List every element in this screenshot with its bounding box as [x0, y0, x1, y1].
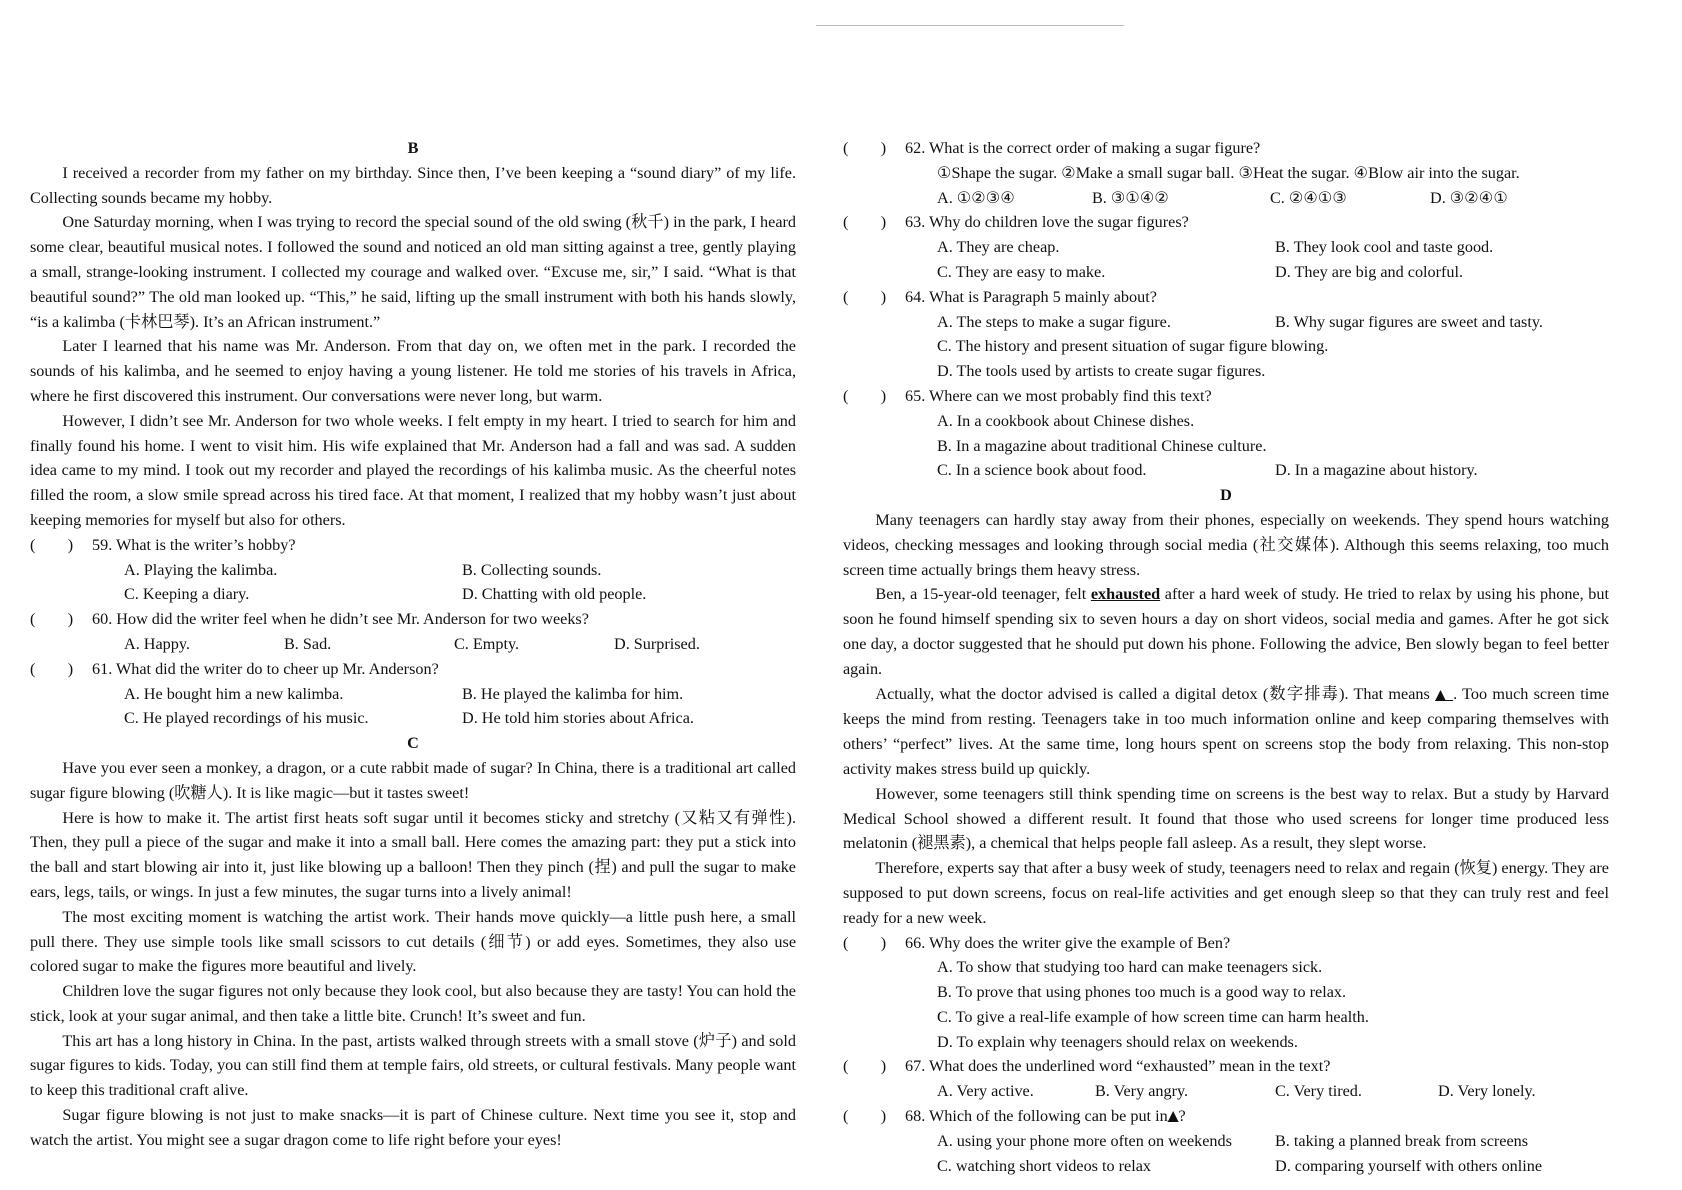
- left-column: [30, 136, 796, 1153]
- section-c-paragraph: Have you ever seen a monkey, a dragon, or a cute rabbit made of sugar? In China, there is a traditional art called sugar figure blowing (吹糖人). It is like magic—but it tastes sweet!: [30, 758, 796, 802]
- option-d[interactable]: D. Very lonely.: [1438, 1082, 1536, 1101]
- question-text: ?: [1178, 1107, 1186, 1126]
- question-59: [30, 533, 796, 607]
- option-a[interactable]: A. In a cookbook about Chinese dishes.: [937, 411, 1195, 430]
- option-d[interactable]: D. ③②④①: [1430, 188, 1508, 207]
- question-text: 64. What is Paragraph 5 mainly about?: [905, 287, 1157, 306]
- section-c-paragraph: The most exciting moment is watching the artist work. Their hands move quickly—a little push here, a small pull there. They use simple tools like small scissors to cut details (细节) or add eyes. Sometimes, they also use colored sugar to make the figures more beautiful and lively.: [30, 907, 796, 976]
- option-d[interactable]: D. They are big and colorful.: [1275, 262, 1464, 281]
- option-b[interactable]: B. Why sugar figures are sweet and tasty.: [1275, 312, 1543, 331]
- option-b[interactable]: B. Sad.: [284, 634, 332, 653]
- text-run: Ben, a 15-year-old teenager, felt: [875, 585, 1091, 604]
- question-62: [843, 136, 1609, 210]
- option-a[interactable]: A. Playing the kalimba.: [124, 560, 278, 579]
- section-c-paragraph: Sugar figure blowing is not just to make snacks—it is part of Chinese culture. Next time you see it, stop and watch the artist. You might see a sugar dragon come to life right before your eyes!: [30, 1106, 796, 1149]
- section-c-title: C: [407, 734, 419, 753]
- question-text: 60. How did the writer feel when he didn’t see Mr. Anderson for two weeks?: [92, 610, 589, 629]
- option-d[interactable]: D. Surprised.: [614, 634, 700, 653]
- option-c[interactable]: C. Empty.: [454, 634, 520, 653]
- option-a[interactable]: A. ①②③④: [937, 188, 1015, 207]
- option-c[interactable]: C. They are easy to make.: [937, 262, 1106, 281]
- answer-bracket[interactable]: ( ): [843, 139, 887, 157]
- section-d-title: D: [1220, 486, 1232, 505]
- section-d-paragraph: Therefore, experts say that after a busy week of study, teenagers need to relax and regain (恢复) energy. They are supposed to put down screens, focus on real-life activities and get enough sleep so that they can truly rest and feel ready for a new week.: [843, 859, 1609, 927]
- question-text: 63. Why do children love the sugar figures?: [905, 213, 1189, 232]
- option-d[interactable]: D. Chatting with old people.: [462, 585, 647, 604]
- answer-bracket[interactable]: ( ): [843, 1057, 887, 1076]
- question-64: [843, 285, 1609, 384]
- option-c[interactable]: C. The history and present situation of sugar figure blowing.: [937, 337, 1329, 356]
- option-c[interactable]: C. In a science book about food.: [937, 461, 1147, 480]
- option-b[interactable]: B. He played the kalimba for him.: [462, 684, 684, 703]
- step-list: ①Shape the sugar. ②Make a small sugar ball. ③Heat the sugar. ④Blow air into the sugar.: [937, 163, 1520, 182]
- option-c[interactable]: C. watching short videos to relax: [937, 1156, 1151, 1175]
- text-run: after a hard week of study. He tried to relax by using his phone, but soon he found himself spending six to seven hours a day on short videos, social media and games. After he got sick one day, a doctor suggested that he should put down his phone. Following the advice, Ben slowly began to feel better again.: [843, 585, 1609, 678]
- question-text: 62. What is the correct order of making a sugar figure?: [905, 139, 1261, 157]
- question-65: [843, 384, 1609, 483]
- option-c[interactable]: C. ②④①③: [1270, 188, 1347, 207]
- option-b[interactable]: B. Very angry.: [1095, 1082, 1189, 1101]
- option-c[interactable]: C. Keeping a diary.: [124, 585, 250, 604]
- section-d-paragraph: However, some teenagers still think spending time on screens is the best way to relax. But a study by Harvard Medical School showed a different result. It found that those who used screens for longer time produced less melatonin (褪黑素), a chemical that helps people fall asleep. As a result, they slept worse.: [843, 784, 1609, 853]
- question-61: [30, 657, 796, 731]
- answer-bracket[interactable]: ( ): [30, 610, 74, 629]
- blank-triangle[interactable]: ▲: [1435, 686, 1454, 703]
- answer-bracket[interactable]: ( ): [843, 933, 887, 952]
- question-text: 66. Why does the writer give the example of Ben?: [905, 933, 1231, 952]
- section-c-paragraph: Here is how to make it. The artist first heats soft sugar until it becomes sticky and stretchy (又粘又有弹性). Then, they pull a piece of the sugar and make it into a small ball. Here comes the amazing part: they put a stick into the ball and start blowing air into it, just like blowing up a balloon! Then they pinch (捏) and pull the sugar to make ears, legs, tails, or wings. In just a few minutes, the sugar turns into a lively animal!: [30, 808, 796, 901]
- option-a[interactable]: A. Happy.: [124, 634, 190, 653]
- section-d-paragraph: [843, 582, 1609, 681]
- question-63: [843, 210, 1609, 284]
- blank-triangle: ▲: [1167, 1108, 1179, 1125]
- option-a[interactable]: A. He bought him a new kalimba.: [124, 684, 344, 703]
- question-text: 68. Which of the following can be put in: [905, 1107, 1168, 1126]
- option-a[interactable]: A. They are cheap.: [937, 238, 1060, 257]
- option-a[interactable]: A. The steps to make a sugar figure.: [937, 312, 1171, 331]
- option-b[interactable]: B. To prove that using phones too much is a good way to relax.: [937, 983, 1347, 1002]
- text-run: Actually, what the doctor advised is called a digital detox (数字排毒). That means: [875, 684, 1436, 703]
- section-c-paragraph: Children love the sugar figures not only because they look cool, but also because they are tasty! You can hold the stick, look at your sugar animal, and then take a little bite. Crunch! It’s sweet and fun.: [30, 982, 796, 1025]
- section-d-paragraph: Many teenagers can hardly stay away from their phones, especially on weekends. They spend hours watching videos, checking messages and looking through social media (社交媒体). Although this seems relaxing, too much screen time actually brings them heavy stress.: [843, 510, 1609, 579]
- question-67: [843, 1054, 1609, 1104]
- section-b-paragraph: However, I didn’t see Mr. Anderson for two whole weeks. I felt empty in my heart. I tried to search for him and finally found his home. I went to visit him. His wife explained that Mr. Anderson had a fall and was sad. A sudden idea came to my mind. I took out my recorder and played the recordings of his kalimba music. As the cheerful notes filled the room, a slow smile spread across his tired face. At that moment, I realized that my hobby wasn’t just about keeping memories for myself but also for others.: [30, 411, 796, 529]
- option-b[interactable]: B. Collecting sounds.: [462, 560, 602, 579]
- question-text: 65. Where can we most probably find this text?: [905, 386, 1212, 405]
- question-68: [843, 1104, 1609, 1178]
- option-b[interactable]: B. ③①④②: [1092, 188, 1169, 207]
- right-column: [843, 136, 1609, 1178]
- question-text: 61. What did the writer do to cheer up Mr. Anderson?: [92, 659, 439, 678]
- option-d[interactable]: D. comparing yourself with others online: [1275, 1156, 1543, 1175]
- section-d-paragraph: [843, 682, 1609, 782]
- option-c[interactable]: C. To give a real-life example of how screen time can harm health.: [937, 1007, 1369, 1026]
- question-66: [843, 931, 1609, 1055]
- answer-bracket[interactable]: ( ): [843, 287, 887, 306]
- option-c[interactable]: C. He played recordings of his music.: [124, 709, 369, 728]
- answer-bracket[interactable]: ( ): [30, 659, 74, 678]
- option-b[interactable]: B. In a magazine about traditional Chinese culture.: [937, 436, 1267, 455]
- section-c-paragraph: This art has a long history in China. In the past, artists walked through streets with a small stove (炉子) and sold sugar figures to kids. Today, you can still find them at temple fairs, old streets, or cultural festivals. Many people want to keep this traditional craft alive.: [30, 1031, 796, 1100]
- header-rule: [816, 25, 1124, 26]
- option-a[interactable]: A. Very active.: [937, 1082, 1034, 1101]
- section-b-title: B: [407, 139, 419, 157]
- question-text: 67. What does the underlined word “exhausted” mean in the text?: [905, 1057, 1331, 1076]
- answer-bracket[interactable]: ( ): [843, 1107, 887, 1126]
- answer-bracket[interactable]: ( ): [30, 535, 74, 554]
- answer-bracket[interactable]: ( ): [843, 213, 887, 232]
- text-run: . Too much screen time keeps the mind from resting. Teenagers take in too much information online and keep comparing themselves with others’ “perfect” lives. At the same time, long hours spent on screens stop the body from relaxing. This non-stop activity makes stress build up quickly.: [843, 684, 1610, 778]
- option-b[interactable]: B. They look cool and taste good.: [1275, 238, 1494, 257]
- option-a[interactable]: A. using your phone more often on weekends: [937, 1131, 1232, 1150]
- question-text: 59. What is the writer’s hobby?: [92, 535, 296, 554]
- option-d[interactable]: D. To explain why teenagers should relax on weekends.: [937, 1032, 1298, 1051]
- answer-bracket[interactable]: ( ): [843, 386, 887, 405]
- option-b[interactable]: B. taking a planned break from screens: [1275, 1131, 1529, 1150]
- option-d[interactable]: D. The tools used by artists to create sugar figures.: [937, 362, 1266, 381]
- question-60: [30, 607, 796, 657]
- section-b-paragraph: Later I learned that his name was Mr. Anderson. From that day on, we often met in the park. I recorded the sounds of his kalimba, and he seemed to enjoy having a young listener. He told me stories of his travels in Africa, where he first discovered this instrument. Our conversations were never long, but warm.: [30, 337, 796, 405]
- section-b-paragraph: One Saturday morning, when I was trying to record the special sound of the old swing (秋千) in the park, I heard some clear, beautiful musical notes. I followed the sound and noticed an old man sitting against a tree, gently playing a small, strange-looking instrument. I collected my courage and walked over. “Excuse me, sir,” I said. “What is that beautiful sound?” The old man looked up. “This,” he said, lifting up the small instrument with both his hands slowly, “is a kalimba (卡林巴琴). It’s an African instrument.”: [30, 213, 796, 331]
- option-d[interactable]: D. In a magazine about history.: [1275, 461, 1478, 480]
- option-c[interactable]: C. Very tired.: [1275, 1082, 1362, 1101]
- option-a[interactable]: A. To show that studying too hard can make teenagers sick.: [937, 958, 1323, 977]
- section-b-paragraph: I received a recorder from my father on my birthday. Since then, I’ve been keeping a “sound diary” of my life. Collecting sounds became my hobby.: [30, 163, 796, 207]
- option-d[interactable]: D. He told him stories about Africa.: [462, 709, 694, 728]
- underlined-word: exhausted: [1090, 585, 1161, 604]
